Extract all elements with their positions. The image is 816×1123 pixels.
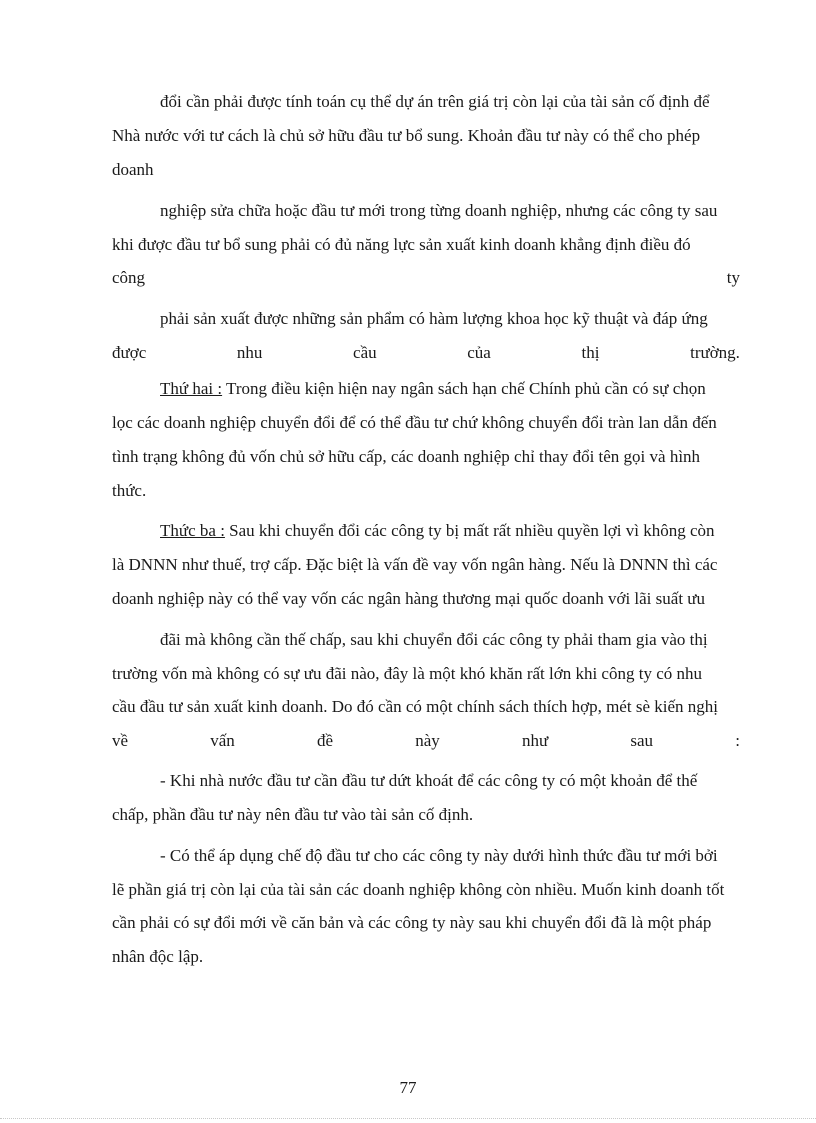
word: nhu [236,343,263,362]
text-line: Nhà nước với tư cách là chủ sở hữu đầu tư bổ sung. Khoản đầu tư này có thể cho phép [112,126,701,145]
paragraph-first-line [160,377,740,401]
section-label: Thứ hai : [160,379,223,398]
page-bottom-rule [0,1118,816,1119]
text-line: nhân độc lập. [112,947,204,966]
text-line: là DNNN như thuế, trợ cấp. Đặc biệt là vấn đề vay vốn ngân hàng. Nếu là DNNN thì các [112,555,718,574]
word: công [112,268,146,287]
word: này [415,731,440,750]
justified-line [112,341,740,365]
word: của [467,343,491,362]
text-line: doanh nghiệp này có thể vay vốn các ngân hàng thương mại quốc doanh với lãi suất ưu [112,589,706,608]
word: : [735,731,740,750]
text-line: chấp, phần đầu tư này nên đầu tư vào tài sản cố định. [112,805,474,824]
word: cầu [353,343,377,362]
text-line: khi được đầu tư bổ sung phải có đủ năng lực sản xuất kinh doanh khẳng định điều đó [112,235,691,254]
word: đề [316,731,334,750]
text-line: doanh [112,160,154,179]
text-run: Sau khi chuyển đổi các công ty bị mất rất nhiều quyền lợi vì không còn [224,521,715,540]
text-line: đãi mà không cần thế chấp, sau khi chuyển đổi các công ty phải tham gia vào thị [160,630,708,649]
justified-line [112,266,740,290]
word: được [112,343,147,362]
section-label: Thức ba : [160,521,225,540]
list-item-first-line: - Khi nhà nước đầu tư cần đầu tư dứt khoát để các công ty có một khoản để thế [160,771,698,790]
word: sau [630,731,654,750]
word: như [521,731,549,750]
text-line: đổi cần phải được tính toán cụ thể dự án trên giá trị còn lại của tài sản cố định để [160,92,710,111]
word: vấn [210,731,235,750]
list-item-first-line: - Có thể áp dụng chế độ đầu tư cho các công ty này dưới hình thức đầu tư mới bởi [160,846,718,865]
text-line: phải sản xuất được những sản phẩm có hàm lượng khoa học kỹ thuật và đáp ứng [160,309,708,328]
text-line: cần phải có sự đổi mới về căn bản và các công ty này sau khi chuyển đổi đã là một pháp [112,913,712,932]
text-line: tình trạng không đủ vốn chủ sở hữu cấp, các doanh nghiệp chỉ thay đổi tên gọi và hình [112,447,701,466]
word: thị [581,343,600,362]
word: về [112,731,129,750]
word: ty [726,268,740,287]
text-line: lẽ phần giá trị còn lại của tài sản các doanh nghiệp không còn nhiều. Muốn kinh doanh tốt [112,880,725,899]
page-number: 77 [399,1078,417,1097]
text-line: lọc các doanh nghiệp chuyển đổi để có thể đầu tư chứ không chuyển đổi tràn lan dẫn đến [112,413,717,432]
text-line: cầu đầu tư sản xuất kinh doanh. Do đó cần có một chính sách thích hợp, mét sè kiến nghị [112,697,718,716]
justified-line [112,729,740,753]
text-run: Trong điều kiện hiện nay ngân sách hạn chế Chính phủ cần có sự chọn [222,379,706,398]
text-line: trường vốn mà không có sự ưu đãi nào, đây là một khó khăn rất lớn khi công ty có nhu [112,664,702,683]
text-line: thức. [112,481,147,500]
text-line: nghiệp sửa chữa hoặc đầu tư mới trong từng doanh nghiệp, nhưng các công ty sau [160,201,718,220]
word: trường. [690,343,740,362]
paragraph-first-line [160,519,740,543]
